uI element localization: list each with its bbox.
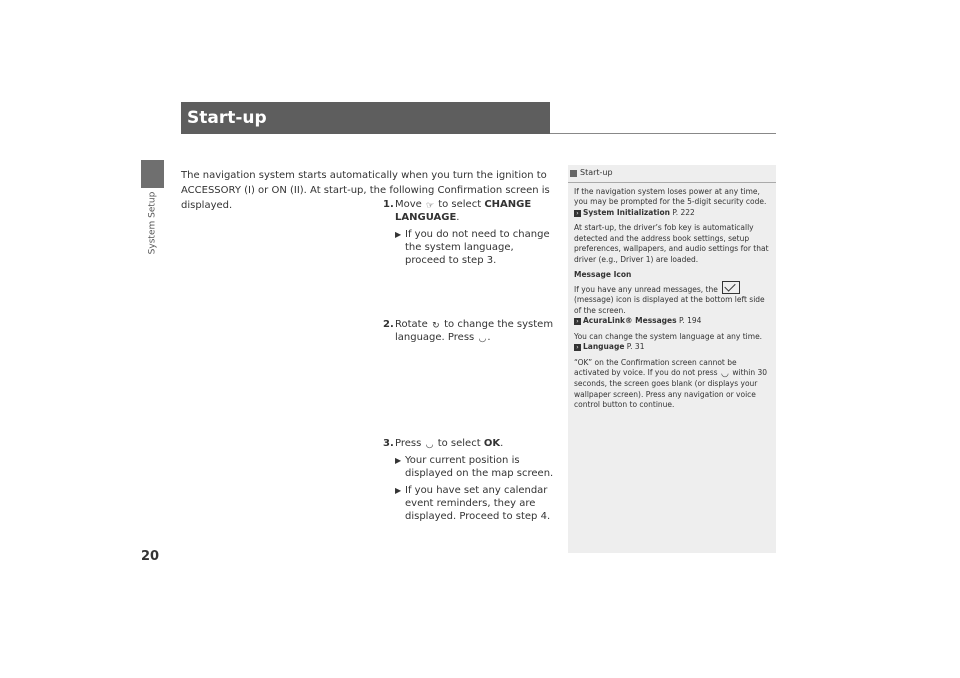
step-number: 1.: [383, 199, 394, 210]
step-1-note: ▶ If you do not need to change the system language, proceed to step 3.: [395, 229, 550, 266]
ok-label: OK: [483, 438, 501, 449]
step-2: [383, 318, 555, 344]
step-number: 3.: [383, 438, 394, 449]
interface-dial-press-icon: ◡: [425, 440, 434, 450]
step-3: [383, 437, 555, 523]
reference-arrow-icon: ›: [574, 344, 581, 351]
message-icon: [722, 281, 740, 294]
section-label: System Setup: [147, 191, 158, 255]
message-icon-heading: Message Icon: [574, 270, 632, 279]
sidebar-heading: Start-up: [570, 168, 770, 179]
triangle-bullet-icon: ▶: [395, 230, 402, 239]
reference-link[interactable]: System Initialization: [583, 207, 670, 217]
step-number: 2.: [383, 319, 394, 330]
reference-arrow-icon: ›: [574, 318, 581, 325]
sidebar-paragraph: At start-up, the driver’s fob key is automatically detected and the address book settings, setup preferences, wallpapers, and audio settings for that driver (e.g., Driver 1) are loaded.: [574, 223, 769, 264]
page-title: Start-up: [181, 102, 550, 134]
sidebar-paragraph: “OK” on the Confirmation screen cannot be activated by voice. If you do not press ◡ within 30 seconds, the screen goes blank (or displays your wallpaper screen). Press any navigation or voice control button to continue.: [574, 357, 768, 409]
step-1: [383, 198, 555, 267]
step-2-line: 2. Rotate ↻ to change the system language. Press ◡.: [383, 319, 554, 344]
joystick-move-icon: ☞: [425, 201, 435, 211]
sidebar-notes: [568, 165, 776, 553]
interface-dial-press-icon: ◡: [721, 369, 729, 379]
reference-link[interactable]: AcuraLink® Messages: [583, 316, 677, 325]
sidebar-rule: [568, 182, 776, 183]
reference-arrow-icon: ›: [574, 210, 581, 217]
interface-dial-press-icon: ◡: [478, 334, 487, 344]
title-rule: [550, 133, 776, 134]
triangle-bullet-icon: ▶: [395, 456, 402, 465]
page-number: 20: [141, 549, 160, 564]
sidebar-paragraph: Message Icon If you have any unread messages, the (message) icon is displayed at the bottom left side of the screen. › AcuraLink® Messages P. 194: [574, 270, 765, 325]
step-3-note-2: ▶ If you have set any calendar event reminders, they are displayed. Proceed to step 4.: [395, 485, 551, 522]
step-3-note-1: ▶ Your current position is displayed on the map screen.: [395, 455, 554, 479]
step-1-line: 1. Move ☞ to select CHANGE LANGUAGE.: [383, 199, 532, 223]
reference-link[interactable]: Language: [583, 342, 625, 351]
change-language-label: CHANGE LANGUAGE: [395, 199, 532, 223]
sidebar-paragraph: You can change the system language at any time. › Language P. 31: [574, 331, 763, 351]
sidebar-paragraph: If the navigation system loses power at any time, you may be prompted for the 5-digit security code. › System Initialization P. 222: [574, 186, 767, 217]
interface-dial-rotate-icon: ↻: [432, 321, 440, 331]
step-3-line: 3. Press ◡ to select OK.: [383, 438, 504, 450]
triangle-bullet-icon: ▶: [395, 486, 402, 495]
intro-paragraph: The navigation system starts automatically when you turn the ignition to ACCESSORY (I) or ON (II). At start-up, the following Confirmation screen is displayed.: [181, 170, 550, 211]
section-tab: [141, 160, 164, 188]
note-marker-icon: [570, 170, 577, 177]
